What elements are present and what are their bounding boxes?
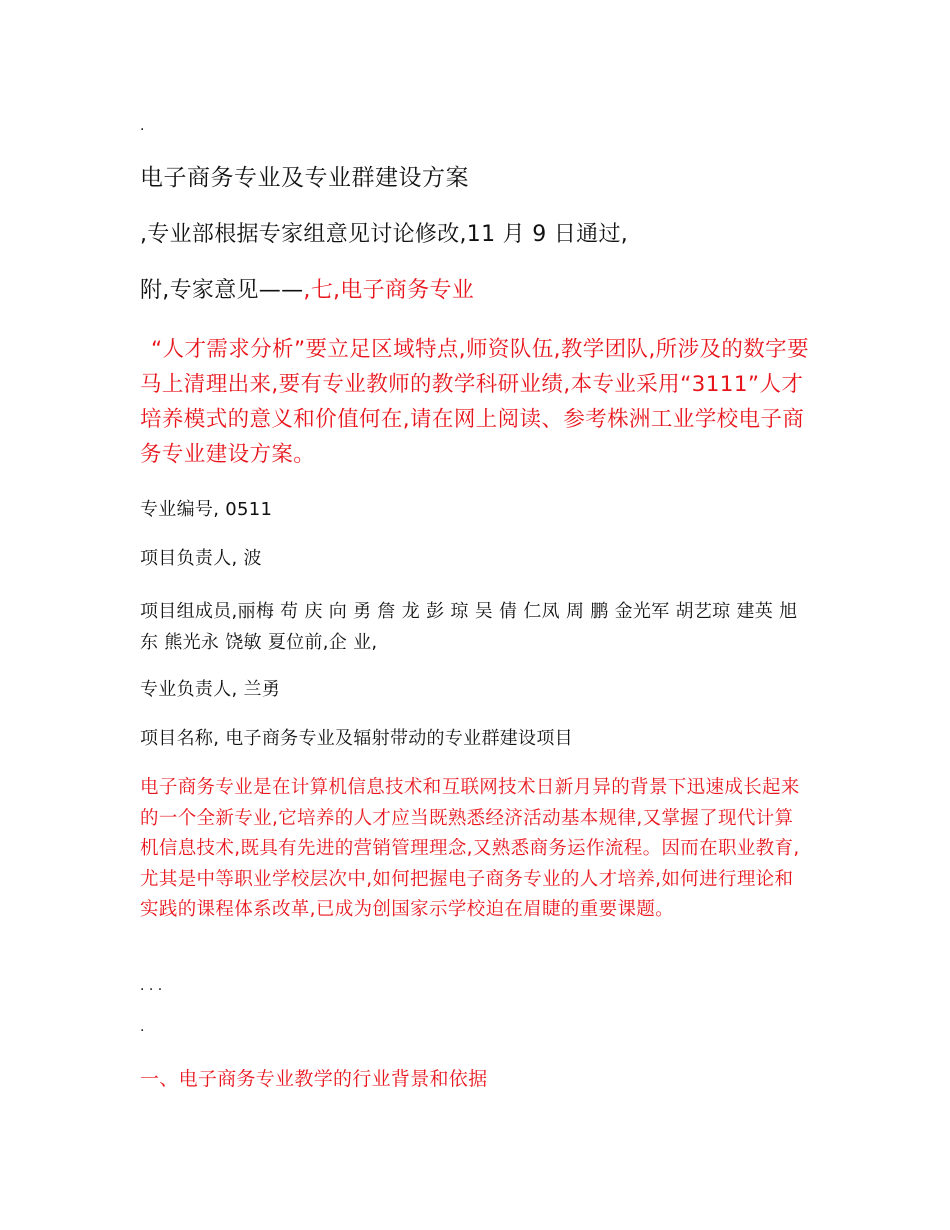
expert-opinion-heading [140,277,812,305]
intro-paragraph: 电子商务专业是在计算机信息技术和互联网技术日新月异的背景下迅速成长起来的一个全新专业,它培养的人才应当既熟悉经济活动基本规律,又掌握了现代计算机信息技术,既具有先进的营销管理理念,又熟悉商务运作流程。因而在职业教育,尤其是中等职业学校层次中,如何把握电子商务专业的人才培养,如何进行理论和实践的课程体系改革,已成为创国家示学校迫在眉睫的重要课题。 [140,777,800,920]
project-name: 项目名称, 电子商务专业及辐射带动的专业群建设项目 [140,728,573,749]
major-code: 专业编号, 0511 [140,499,273,520]
top-dot: · [140,122,145,138]
project-leader: 项目负责人, 波 [140,548,262,569]
major-leader: 专业负责人, 兰勇 [140,679,281,700]
revision-note: ,专业部根据专家组意见讨论修改,11 月 9 日通过, [140,222,629,247]
expert-item: ,七,电子商务专业 [303,278,475,303]
expert-prefix: 附,专家意见—— [140,278,304,303]
expert-opinion-text: “人才需求分析”要立足区域特点,师资队伍,教学团队,所涉及的数字要马上清理出来,要有专业教师的教学科研业绩,本专业采用“3111”人才培养模式的意义和价值何在,请在网上阅读、参考株洲工业学校电子商务专业建设方案。 [140,337,809,467]
section1-heading: 一、电子商务专业教学的行业背景和依据 [140,1068,488,1090]
section-dot: · [140,1023,145,1039]
ellipsis-dots: · · · [140,982,163,998]
document-title: 电子商务专业及专业群建设方案 [140,165,469,191]
project-members: 项目组成员,丽梅 苟 庆 向 勇 詹 龙 彭 琼 吴 倩 仁凤 周 鹏 金光军 胡艺琼 建英 旭东 熊光永 饶敏 夏位前,企 业, [140,601,798,653]
